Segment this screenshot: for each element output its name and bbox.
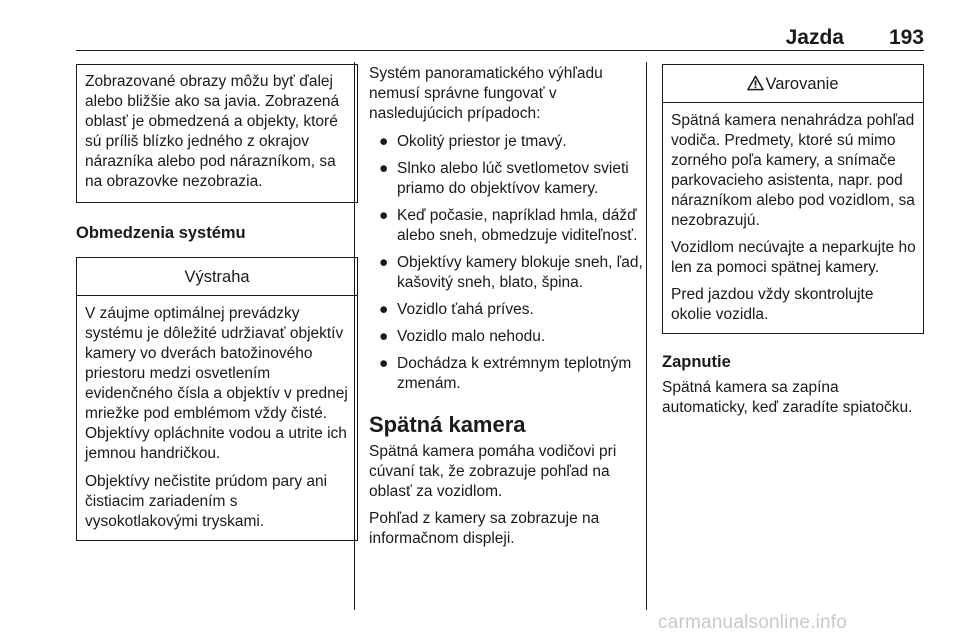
warning-triangle-icon [747,75,764,91]
warning-paragraph: Pred jazdou vždy skontrolujte okolie vozidla. [671,286,874,323]
list-item: ● Dochádza k extrémnym teplotným zmenám. [379,355,632,392]
caution-paragraph: V záujme optimálnej prevádzky systému je dôležité udržiavať objektív kamery vo dverách batožinového priestoru medzi osvetlením evidenčného čísla a objektív v prednej mriežke pod emblémom vždy čisté. Objektívy opláchnite vodou a utrite ich jemnou handričkou. [85,305,348,462]
column-3 [662,64,924,425]
info-box [76,64,358,203]
rear-camera-paragraph: Spätná kamera pomáha vodičovi pri cúvaní tak, že zobrazuje pohľad na oblasť za vozidlom. [369,443,617,500]
warning-box-title: Varovanie [765,75,839,93]
caution-box-title: Výstraha [77,258,357,296]
rear-camera-paragraph: Pohľad z kamery sa zobrazuje na informačnom displeji. [369,510,600,547]
bullet-icon: ● [379,160,389,177]
bullet-icon: ● [379,301,389,318]
bullet-icon: ● [379,133,389,150]
info-paragraph: Zobrazované obrazy môžu byť ďalej alebo bližšie ako sa javia. Zobrazená oblasť je obmedzená a objekty, ktoré sú príliš blízko jedného z okrajov nárazníka alebo pod nárazníkom, sa na obrazovke nezobrazia. [85,73,340,190]
column-2 [369,64,647,556]
list-item: ● Vozidlo malo nehodu. [379,328,546,345]
section-heading-limitations: Obmedzenia systému [76,224,246,242]
warning-paragraph: Vozidlom necúvajte a neparkujte ho len za pomoci spätnej kamery. [671,239,916,276]
intro-paragraph: Systém panoramatického výhľadu nemusí správne fungovať v nasledujúcich prípadoch: [369,65,603,122]
list-item: ● Objektívy kamery blokuje sneh, ľad, kašovitý sneh, blato, špina. [379,254,643,291]
header-rule [76,50,924,51]
activation-paragraph: Spätná kamera sa zapína automaticky, keď zaradíte spiatočku. [662,379,913,416]
section-heading-activation: Zapnutie [662,353,731,371]
caution-box [76,257,358,541]
page-title: Jazda [785,26,844,49]
bullet-icon: ● [379,355,389,372]
list-item: ● Slnko alebo lúč svetlometov svieti priamo do objektívov kamery. [379,160,629,197]
limitations-list [369,132,647,394]
bullet-icon: ● [379,328,389,345]
page-header [76,24,924,50]
watermark: carmanualsonline.info [658,612,848,633]
bullet-icon: ● [379,207,389,224]
list-item: ● Okolitý priestor je tmavý. [379,133,567,150]
warning-box-header [663,65,923,103]
page-number: 193 [888,26,924,49]
warning-box [662,64,924,334]
column-1 [76,64,358,541]
warning-paragraph: Spätná kamera nenahrádza pohľad vodiča. Predmety, ktoré sú mimo zorného poľa kamery, a snímače parkovacieho asistenta, napr. pod nárazníkom alebo pod vozidlom, sa nezobrazujú. [671,112,915,229]
bullet-icon: ● [379,254,389,271]
list-item: ● Keď počasie, napríklad hmla, dážď alebo sneh, obmedzuje viditeľnosť. [379,207,638,244]
caution-paragraph: Objektívy nečistite prúdom pary ani čistiacim zariadením s vysokotlakovými tryskami. [85,473,328,530]
section-heading-rear-camera: Spätná kamera [369,412,526,437]
list-item: ● Vozidlo ťahá príves. [379,301,534,318]
